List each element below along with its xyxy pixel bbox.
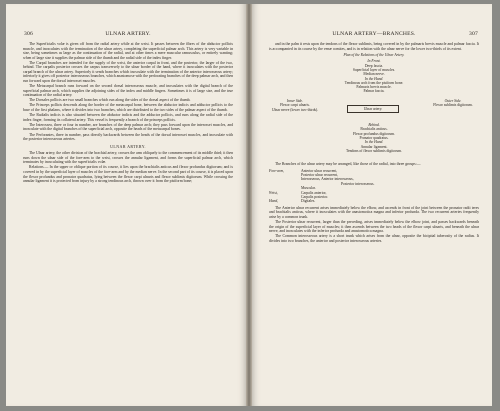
branch-groups: [269, 169, 479, 204]
paragraph: The Princeps pollicis descends along the border of the metacarpal bone, between the abductor indicis and adductor pollicis to the base of the first phalanx, where it divides into two branches, which are distributed to the two sides of the palmar aspect of the thumb.: [23, 103, 233, 113]
branch-group-items: [301, 199, 479, 203]
left-page-body: [23, 42, 233, 184]
plan-item: Palmaris brevis muscle.: [356, 85, 392, 90]
plan-item: Brachialis anticus.: [360, 127, 388, 132]
branch-item: Posterior interosseous.: [341, 181, 375, 186]
paragraph: The Common interosseous artery is a short trunk which arises from the ulnar, opposite the bicipital tuberosity of the radius. It divides into two branches, the anterior and posterior interosseous arteries.: [269, 234, 479, 243]
paragraph: The Branches of the ulnar artery may be arranged, like those of the radial, into three groups:—: [275, 162, 421, 167]
plan-item: Deep fascia.: [364, 63, 384, 68]
paragraph: The Perforantes, three in number, pass directly backwards between the heads of the dorsal interossei muscles, and inosculate with the posterior interosseous arteries.: [23, 132, 233, 142]
paragraph: The Superficialis volæ is given off from the radial artery while at the wrist. It passes between the fibres of the abductor pollicis muscle, and inosculates with the termination of the ulnar artery, completing the superficial palmar arch. This artery is very variable in size, being sometimes as large as the continuation of the radial, and at other times a mere muscular ramusculus, or entirely wanting; when of large size it supplies the palmar side of the thumb and the radial side of the index finger.: [23, 42, 233, 60]
paragraph: The Dorsales pollicis are two small branches which run along the sides of the dorsal aspect of the thumb.: [29, 98, 191, 103]
plan-label: Inner Side.: [286, 99, 304, 104]
plan-item: Pronator quadratus.: [359, 135, 389, 140]
branch-item: Anterior ulnar recurrent,: [301, 168, 338, 173]
right-page-body: [269, 42, 479, 244]
plan-item: Annular ligament.: [360, 144, 388, 149]
left-page: [6, 4, 246, 406]
running-title: ULNAR ARTERY—BRANCHES.: [332, 31, 416, 37]
plan-outer-side: [429, 99, 477, 108]
plan-item: Median nerve.: [363, 72, 385, 77]
branch-group-label: Fore-arm,: [269, 168, 285, 173]
plan-inner-side: [271, 99, 319, 112]
paragraph: The Radialis indicis is also situated between the abductor indicis and the adductor pollicis, and runs along the radial side of the index finger, forming its collateral artery. This vessel is frequently a branch of the princeps pollicis.: [23, 113, 233, 122]
section-heading: ULNAR ARTERY.: [110, 143, 146, 149]
plan-item: Tendons of flexor sublimis digitorum.: [346, 148, 402, 153]
plan-title: Plan of the Relations of the Ulnar Artery.: [343, 53, 405, 58]
paragraph: The Anterior ulnar recurrent arises immediately below the elbow, and ascends in front of the joint between the pronator radii teres and brachialis anticus, where it inosculates with the anastomotica magna and inferior profunda. The two recurrent arteries frequently arise by a common trunk.: [269, 205, 479, 219]
plan-label: Behind.: [368, 123, 380, 128]
plan-label: In the Hand.: [364, 76, 384, 81]
relations-plan: [269, 53, 479, 159]
plan-item: Tendinous arch from the pisiform bone.: [344, 80, 404, 85]
branch-group-items: [301, 191, 479, 200]
branch-item: Interosseous, Anterior interosseous,: [301, 177, 354, 182]
paragraph: The Carpal branches are intended for the supply of the wrist, the anterior carpal in front, and the posterior, the larger of the two, behind. The carpalis posterior crosses the carpus transversely to the ulnar border of the hand, where it inosculates with the posterior carpal branch of the ulnar artery. Superiorly it sends branches which inosculate with the termination of the anterior interosseous artery; inferiorly it gives off posterior interosseous branches, which anastomose with the perforating branches of the deep palmar arch, and then run forward upon the dorsal interossei muscles.: [23, 60, 233, 83]
plan-behind: [269, 123, 479, 153]
branch-item: Muscular.: [301, 186, 316, 191]
running-title: ULNAR ARTERY.: [105, 31, 151, 37]
branch-group: [269, 169, 479, 191]
paragraph: The Ulnar artery, the other division of the brachial artery, crosses the arm obliquely to the commencement of its middle third; it then runs down the ulnar side of the fore-arm to the wrist, crosses the annular ligament, and forms the superficial palmar arch, which terminates by inosculating with the superficialis volæ.: [23, 151, 233, 165]
plan-item: Flexor carpi ulnaris.: [280, 103, 310, 108]
branch-group-label: Hand,: [269, 199, 279, 204]
plan-label: In the Hand.: [364, 140, 384, 145]
branch-group-label: Wrist,: [269, 190, 278, 195]
paragraph: Relations.— In the upper or oblique portion of its course, it lies upon the brachialis anticus and flexor profundus digitorum; and is covered in by the superficial layer of muscles of the fore-arm and by the median nerve. In the second part of its course, it is placed upon the flexor profundus and pronator quadratus, lying between the flexor carpi ulnaris and flexor sublimis digitorum. While crossing the annular ligament it is protected from injury by a strong tendinous arch, thrown over it from the pisiform bone;: [23, 165, 233, 184]
plan-item: Ulnar nerve (lower two-thirds).: [271, 107, 319, 112]
plan-item: Superficial layer of muscles.: [352, 67, 396, 72]
plan-label: In Front.: [367, 59, 381, 64]
branch-item: Posterior ulnar recurrent,: [301, 173, 338, 178]
paragraph: The Posterior ulnar recurrent, larger than the preceding, arises immediately below the elbow joint, and passes backwards beneath the origin of the superficial layer of muscles; it then ascends between the two heads of the flexor carpi ulnaris, and beneath the ulnar nerve, and inosculates with the inferior profunda and anastomotica magna.: [269, 220, 479, 234]
branch-item: Carpalis posterior.: [301, 195, 329, 200]
paragraph: The Metacarpal branch runs forward on the second dorsal interosseous muscle, and inosculates with the digital branch of the superficial palmar arch, which supplies the adjoining sides of the index and middle fingers. Sometimes it is of large size, and the true continuation of the radial artery.: [23, 84, 233, 98]
branch-group: [269, 191, 479, 200]
right-page: [252, 4, 492, 406]
branch-item: Carpalis anterior,: [301, 190, 327, 195]
paragraph: The Interossea, three or four in number, are branches of the deep palmar arch; they pass forward upon the interossei muscles, and inosculate with the digital branches of the superficial arch, opposite the heads of the metacarpal bones.: [23, 122, 233, 132]
branch-group-items: [301, 169, 479, 191]
branch-group: [269, 199, 479, 203]
page-number: 306: [24, 31, 33, 37]
branch-item: Digitales.: [301, 199, 316, 204]
plan-center-box: Ulnar artery.: [347, 105, 399, 113]
plan-item: Palmar fascia.: [363, 89, 385, 94]
page-number: 307: [469, 31, 478, 37]
plan-label: Outer Side.: [444, 99, 462, 104]
plan-item: Flexor sublimis digitorum.: [433, 103, 473, 108]
paragraph: and in the palm it rests upon the tendons of the flexor sublimis, being covered in by the palmaris brevis muscle and palmar fascia. It is accompanied in its course by the venæ comites, and is in relation with the ulnar nerve for the lower two-thirds of its extent.: [269, 42, 479, 51]
plan-item: Flexor profundus digitorum.: [353, 131, 395, 136]
